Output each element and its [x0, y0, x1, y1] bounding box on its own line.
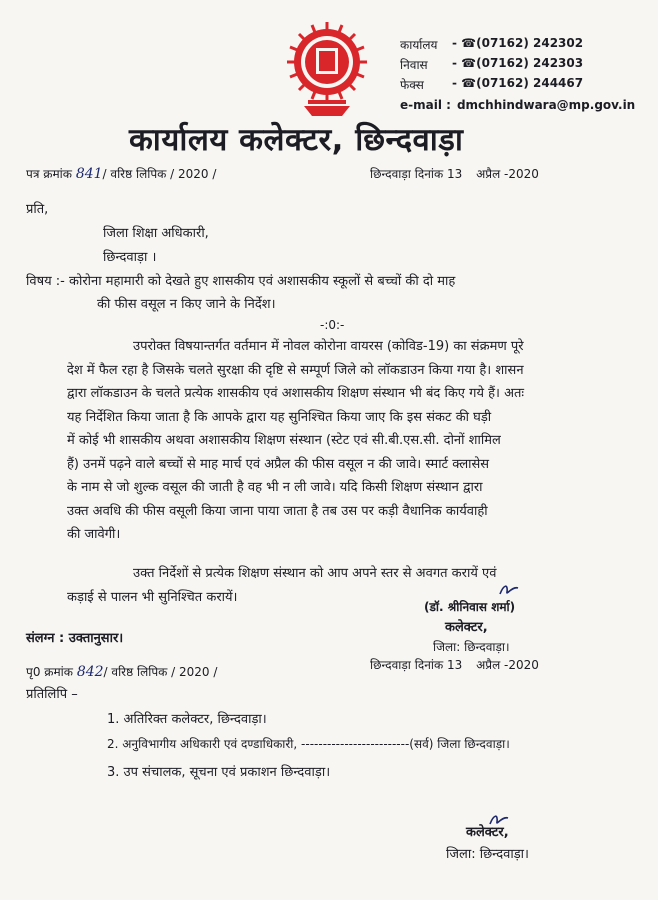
reference-prefix: पत्र क्रमांक [26, 167, 72, 181]
enclosure: संलग्न : उक्तानुसार। [26, 631, 124, 646]
contact-label: कार्यालय [400, 38, 438, 52]
contact-value: dmchhindwara@mp.gov.in [456, 98, 636, 112]
contact-value: - ☎(07162) 242303 [452, 56, 584, 70]
copy-signatory-district: जिला: छिन्दवाड़ा। [446, 847, 529, 862]
place-date: छिन्दवाड़ा दिनांक 13 [370, 167, 463, 181]
mp-government-emblem [284, 18, 370, 118]
body-paragraph-1 [67, 335, 613, 547]
month-year: अप्रैल -2020 [476, 658, 539, 672]
copy-reference-prefix: पृ0 क्रमांक [26, 665, 73, 679]
addressee: जिला शिक्षा अधिकारी, [103, 226, 209, 241]
body-line: की जावेगी। [67, 527, 121, 542]
body-line: कड़ाई से पालन भी सुनिश्चित करायें। [67, 589, 238, 605]
page-title: कार्यालय कलेक्टर, छिन्दवाड़ा [129, 122, 464, 158]
body-line: देश में फैल रहा है जिसके चलते सुरक्षा की दृष्टि से सम्पूर्ण जिले को लॉकडाउन किया गया है। शासन [67, 362, 524, 378]
contact-office [400, 36, 583, 53]
month-year: अप्रैल -2020 [476, 167, 539, 181]
copy-date [370, 656, 539, 673]
body-paragraph-2 [67, 562, 613, 609]
contact-value: - ☎(07162) 242302 [452, 36, 584, 50]
subject-line-1: विषय :- कोरोना महामारी को देखते हुए शासकीय एवं अशासकीय स्कूलों से बच्चों की दो माह [26, 274, 456, 289]
body-line: उक्त निर्देशों से प्रत्येक शिक्षण संस्थान को आप अपने स्तर से अवगत करायें एवं [133, 566, 497, 581]
body-line: द्वारा लॉकडाउन के चलते प्रत्येक शासकीय एवं अशासकीय शिक्षण संस्थान भी बंद किए गये हैं। अतः [67, 386, 525, 401]
letter-date [370, 165, 539, 182]
body-line: के नाम से जो शुल्क वसूल की जाती है वह भी न ली जावे। यदि किसी शिक्षण संस्थान द्वारा [67, 480, 483, 495]
reference-number: 841 [75, 166, 103, 182]
signatory-district: जिला: छिन्दवाड़ा। [433, 640, 510, 654]
body-line: हैं) उनमें पढ़ने वाले बच्चों से माह मार्च एवं अप्रैल की फीस वसूल न की जावे। स्मार्ट क्लासेस [67, 456, 490, 472]
reference-suffix: / वरिष्ठ लिपिक / 2020 / [102, 167, 217, 181]
place-date: छिन्दवाड़ा दिनांक 13 [370, 658, 463, 672]
copy-heading: प्रतिलिपि – [26, 687, 78, 702]
contact-label: फेक्स [400, 78, 424, 92]
copy-item: 2. अनुविभागीय अधिकारी एवं दण्डाधिकारी, -------------------------(सर्व) जिला छिन्दवाड़ा। [107, 737, 510, 751]
addressee-place: छिन्दवाड़ा । [103, 250, 157, 265]
copy-reference-number: 842 [76, 664, 104, 680]
contact-email [400, 98, 635, 112]
contact-value: - ☎(07162) 244467 [452, 76, 584, 90]
signature-initial-mark [498, 582, 522, 598]
signatory-name: (डॉ. श्रीनिवास शर्मा) [424, 600, 516, 614]
signatory-designation: कलेक्टर, [445, 620, 488, 635]
contact-label: निवास [400, 58, 428, 72]
copy-reference-suffix: / वरिष्ठ लिपिक / 2020 / [103, 665, 218, 679]
copy-reference-line [26, 663, 217, 680]
contact-label: e-mail : [400, 98, 451, 112]
copy-item: 1. अतिरिक्त कलेक्टर, छिन्दवाड़ा। [107, 712, 267, 727]
body-line: उक्त अवधि की फीस वसूली किया जाना पाया जाता है तब उस पर कड़ी वैधानिक कार्यवाही [67, 503, 488, 519]
contact-residence [400, 56, 583, 73]
copy-signatory-designation: कलेक्टर, [466, 825, 509, 840]
body-line: यह निर्देशित किया जाता है कि आपके द्वारा यह सुनिश्चित किया जाए कि इस संकट की घड़ी [67, 409, 492, 425]
reference-line [26, 165, 216, 182]
subject-line-2: की फीस वसूल न किए जाने के निर्देश। [97, 297, 276, 312]
to-label: प्रति, [26, 202, 49, 217]
separator: -:0:- [320, 318, 345, 332]
copy-item: 3. उप संचालक, सूचना एवं प्रकाशन छिन्दवाड़ा। [107, 765, 331, 780]
contact-fax [400, 76, 583, 93]
body-line: उपरोक्त विषयान्तर्गत वर्तमान में नोवल कोरोना वायरस (कोविड-19) का संक्रमण पूरे [133, 339, 524, 354]
body-line: में कोई भी शासकीय अथवा अशासकीय शिक्षण संस्थान (स्टेट एवं सी.बी.एस.सी. दोनों शामिल [67, 433, 501, 448]
